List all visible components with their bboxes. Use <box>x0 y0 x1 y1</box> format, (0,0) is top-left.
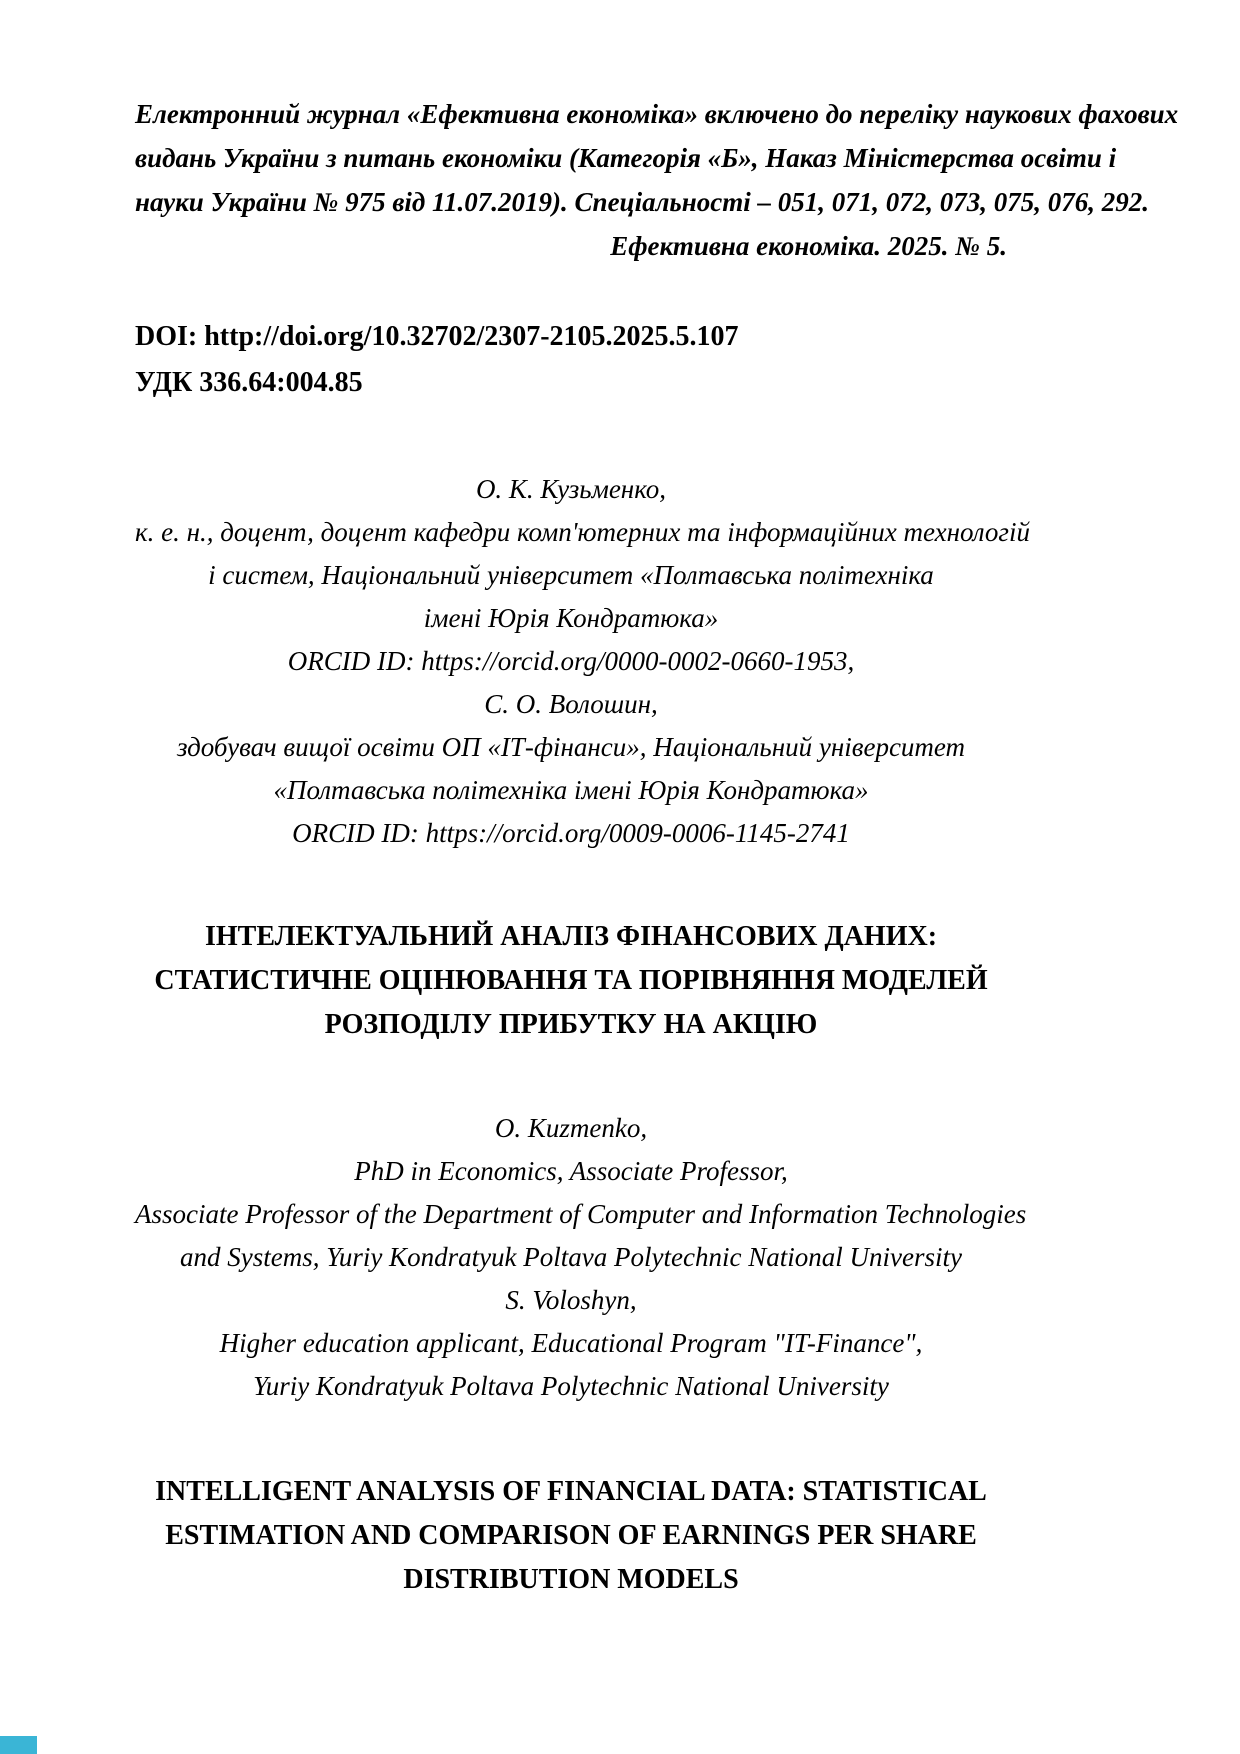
authors-block-ua <box>135 468 1030 855</box>
author-orcid-ua: ORCID ID: https://orcid.org/0009-0006-1145-2741 <box>292 818 850 848</box>
paper-title-en-line: DISTRIBUTION MODELS <box>403 1564 739 1595</box>
article-meta <box>135 314 1007 406</box>
journal-note-line: видань України з питань економіки (Категорія «Б», Наказ Міністерства освіти і <box>135 143 1117 173</box>
author-affiliation-en: Associate Professor of the Department of Computer and Information Technologies <box>135 1199 1027 1229</box>
udc-line: УДК 336.64:004.85 <box>135 367 363 398</box>
author-name-en: S. Voloshyn, <box>505 1285 637 1315</box>
page-corner-mark <box>0 1736 37 1754</box>
author-name-en: O. Kuzmenko, <box>494 1113 648 1143</box>
author-affiliation-ua: к. е. н., доцент, доцент кафедри комп'ютерних та інформаційних технологій <box>135 517 1030 547</box>
paper-title-ua-line: ІНТЕЛЕКТУАЛЬНИЙ АНАЛІЗ ФІНАНСОВИХ ДАНИХ: <box>204 921 938 952</box>
author-affiliation-ua: імені Юрія Кондратюка» <box>423 603 719 633</box>
paper-title-en-line: INTELLIGENT ANALYSIS OF FINANCIAL DATA: STATISTICAL <box>155 1476 987 1507</box>
journal-note-line: Електронний журнал «Ефективна економіка» включено до переліку наукових фахових <box>135 99 1179 129</box>
paper-title-en <box>135 1470 1007 1602</box>
authors-block-en <box>135 1107 1027 1408</box>
author-orcid-ua: ORCID ID: https://orcid.org/0000-0002-0660-1953, <box>287 646 855 676</box>
paper-title-ua <box>135 915 1007 1047</box>
author-affiliation-en: PhD in Economics, Associate Professor, <box>354 1156 788 1186</box>
author-affiliation-en: and Systems, Yuriy Kondratyuk Poltava Polytechnic National University <box>180 1242 962 1272</box>
author-affiliation-ua: здобувач вищої освіти ОП «ІТ-фінанси», Національний університет <box>176 732 966 762</box>
author-affiliation-en: Yuriy Kondratyuk Poltava Polytechnic National University <box>253 1371 889 1401</box>
paper-title-ua-line: РОЗПОДІЛУ ПРИБУТКУ НА АКЦІЮ <box>324 1009 818 1040</box>
author-affiliation-ua: «Полтавська політехніка імені Юрія Кондратюка» <box>273 775 869 805</box>
author-name-ua: С. О. Волошин, <box>484 689 658 719</box>
journal-note <box>135 92 1179 268</box>
author-name-ua: О. К. Кузьменко, <box>475 474 667 504</box>
author-affiliation-en: Higher education applicant, Educational Program "IT-Finance", <box>219 1328 923 1358</box>
paper-title-en-line: ESTIMATION AND COMPARISON OF EARNINGS PER SHARE <box>165 1520 977 1551</box>
doi-line: DOI: http://doi.org/10.32702/2307-2105.2025.5.107 <box>135 321 739 352</box>
author-affiliation-ua: і систем, Національний університет «Полтавська політехніка <box>208 560 934 590</box>
journal-issue-line: Ефективна економіка. 2025. № 5. <box>610 231 1007 261</box>
paper-title-ua-line: СТАТИСТИЧНЕ ОЦІНЮВАННЯ ТА ПОРІВНЯННЯ МОДЕЛЕЙ <box>154 965 988 996</box>
journal-note-line: науки України № 975 від 11.07.2019). Спеціальності – 051, 071, 072, 073, 075, 076, 292. <box>135 187 1149 217</box>
